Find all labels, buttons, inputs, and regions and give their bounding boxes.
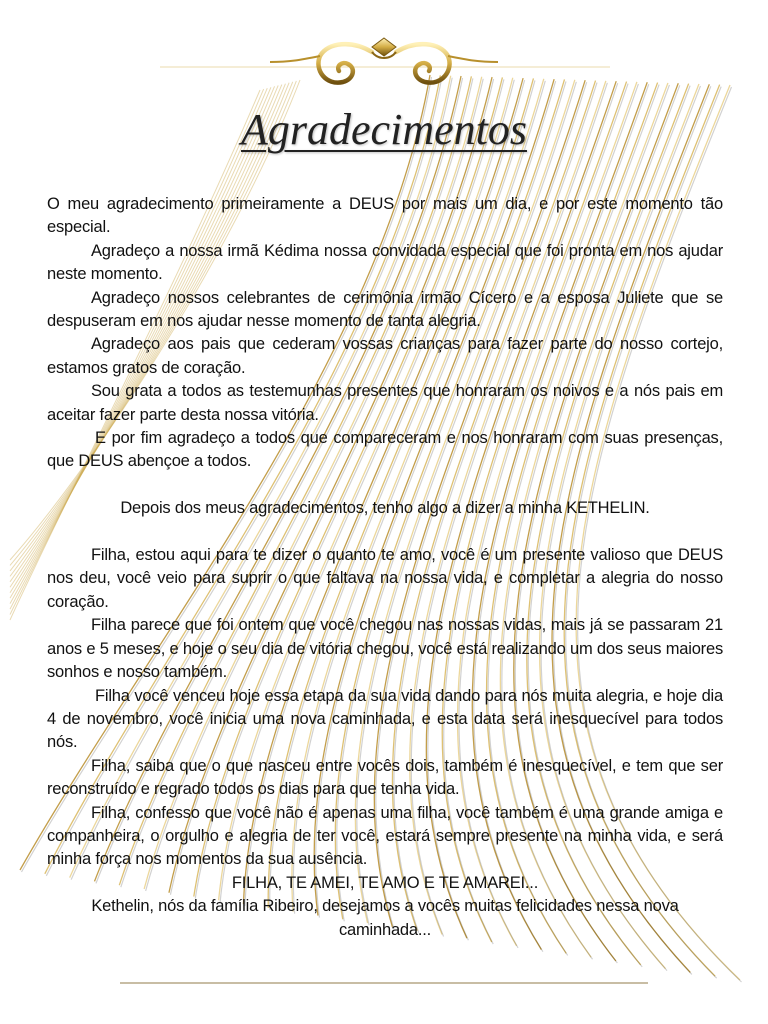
spacer <box>47 474 723 497</box>
paragraph: Filha parece que foi ontem que você chegou nas nossas vidas, mais já se passaram 21 anos e 5 meses, e hoje o seu dia de vitória chegou, você está realizando um dos seus maiores sonhos e nosso também. <box>47 616 723 682</box>
page-title: Agradecimentos <box>241 105 527 154</box>
paragraph: Filha, estou aqui para te dizer o quanto te amo, você é um presente valioso que DEUS nos deu, você veio para suprir o que faltava na nossa vida, e completar a alegria do nosso coração. <box>47 546 723 611</box>
paragraph: Agradeço a nossa irmã Kédima nossa convidada especial que foi pronta em nos ajudar neste momento. <box>47 241 723 284</box>
bottom-ornament <box>100 977 668 983</box>
paragraph: O meu agradecimento primeiramente a DEUS por mais um dia, e por este momento tão especial. <box>47 195 723 237</box>
paragraph: Sou grata a todos as testemunhas presentes que honraram os noivos e a nós pais em aceitar fazer parte desta nossa vitória. <box>47 382 723 424</box>
paragraph: Filha você venceu hoje essa etapa da sua vida dando para nós muita alegria, e hoje dia 4 de novembro, você inicia uma nova caminhada, e esta data será inesquecível para todos nós. <box>47 686 723 752</box>
top-ornament <box>55 38 715 83</box>
paragraph: Filha, saiba que o que nasceu entre vocês dois, também é inesquecível, e tem que ser reconstruído e regrado todos os dias para que tenha vida. <box>47 756 723 799</box>
document-body <box>47 193 723 942</box>
closing-line: FILHA, TE AMEI, TE AMO E TE AMAREI... <box>231 873 539 892</box>
spacer <box>47 521 723 544</box>
paragraph: E por fim agradeço a todos que compareceram e nos honraram com suas presenças, que DEUS abençoe a todos. <box>47 429 723 471</box>
closing-message: Kethelin, nós da família Ribeiro, desejamos a vocês muitas felicidades nessa nova caminhada... <box>91 897 679 939</box>
paragraph: Filha, confesso que você não é apenas uma filha, você também é uma grande amiga e companheira, o orgulho e alegria de ter você, estará sempre presente na minha vida, e será minha força nos momentos da sua ausência. <box>47 803 723 869</box>
paragraph-centered: Depois dos meus agradecimentos, tenho algo a dizer a minha KETHELIN. <box>120 499 650 518</box>
paragraph: Agradeço aos pais que cederam vossas crianças para fazer parte do nosso cortejo, estamos gratos de coração. <box>47 335 723 377</box>
paragraph: Agradeço nossos celebrantes de cerimônia irmão Cícero e a esposa Juliete que se despuseram em nos ajudar nesse momento de tanta alegria. <box>47 288 723 331</box>
